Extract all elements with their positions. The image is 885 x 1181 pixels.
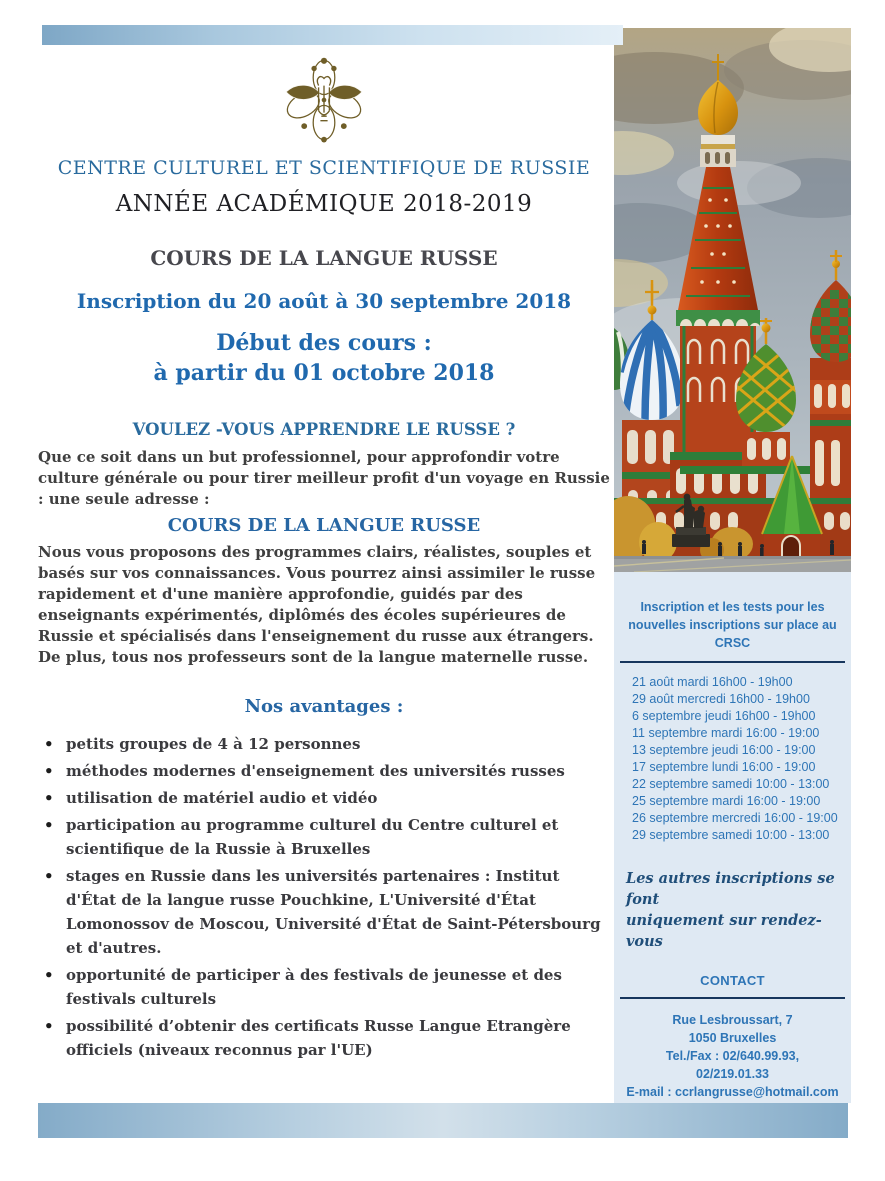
question-heading: VOULEZ -VOUS APPRENDRE LE RUSSE ? (132, 420, 516, 439)
top-accent-bar (42, 25, 623, 45)
schedule-item: 22 septembre samedi 10:00 - 13:00 (632, 777, 830, 791)
st-basils-cathedral-photo (614, 28, 851, 572)
schedule-item: 13 septembre jeudi 16:00 - 19:00 (632, 743, 816, 757)
org-logo (38, 55, 610, 145)
contact-phone-line: Tel./Fax : 02/640.99.93, (665, 1049, 800, 1063)
advantage-item: • stages en Russie dans les universités partenaires : Institut d'État de la langue russe Pouchkine, L'Université d'État Lomonossov de Moscou, Université d'État de Saint-Pétersbourg et d'autres. (38, 864, 610, 960)
schedule-item: 11 septembre mardi 16:00 - 19:00 (632, 726, 820, 740)
sidebar (614, 28, 851, 1103)
academic-year: ANNÉE ACADÉMIQUE 2018-2019 (115, 191, 533, 217)
intro-paragraph: Que ce soit dans un but professionnel, pour approfondir votre culture générale ou pour tirer meilleur profit d'un voyage en Russie : une seule adresse : (38, 448, 610, 508)
appointment-note (626, 868, 839, 952)
schedule-item: 6 septembre jeudi 16h00 - 19h00 (632, 709, 816, 723)
advantages-list (38, 732, 610, 1062)
course-title-2: COURS DE LA LANGUE RUSSE (167, 515, 481, 536)
schedule-item: 21 août mardi 16h00 - 19h00 (632, 675, 793, 689)
course-title: COURS DE LA LANGUE RUSSE (150, 246, 498, 270)
contact-heading: CONTACT (700, 973, 765, 988)
advantages-heading: Nos avantages : (244, 696, 404, 717)
course-start-line2: à partir du 01 octobre 2018 (153, 360, 495, 386)
schedule-item: 29 septembre samedi 10:00 - 13:00 (632, 828, 830, 842)
appointment-note-line2: uniquement sur rendez-vous (626, 912, 822, 950)
appointment-note-line1: Les autres inscriptions se font (626, 870, 835, 908)
advantage-item: • possibilité d’obtenir des certificats Russe Langue Etrangère officiels (niveaux reconnus par l'UE) (38, 1014, 610, 1062)
eagle-emblem-icon (278, 130, 370, 149)
schedule-item: 25 septembre mardi 16:00 - 19:00 (632, 794, 821, 808)
contact-email-line: E-mail : ccrlangrusse@hotmail.com (626, 1085, 839, 1099)
org-name: CENTRE CULTUREL ET SCIENTIFIQUE DE RUSSIE (57, 157, 591, 179)
course-start (38, 328, 610, 388)
advantage-item: • participation au programme culturel du Centre culturel et scientifique de la Russie à Bruxelles (38, 813, 610, 861)
advantage-item: • utilisation de matériel audio et vidéo (38, 786, 610, 810)
schedule-item: 17 septembre lundi 16:00 - 19:00 (632, 760, 816, 774)
main-column (38, 55, 610, 1065)
contact-address-line: Rue Lesbroussart, 7 (672, 1013, 793, 1027)
schedule-item: 29 août mercredi 16h00 - 19h00 (632, 692, 810, 706)
description-paragraph: Nous vous proposons des programmes clairs, réalistes, souples et basés sur vos connaissances. Vous pourrez ainsi assimiler le russe rapidement et d'une manière approfondie, guidés par des enseignants expérimentés, diplômés des écoles supérieures de Russie et spécialisés dans l'enseignement du russe aux étrangers. De plus, tous nos professeurs sont de la langue maternelle russe. (38, 543, 596, 666)
schedule-item: 26 septembre mercredi 16:00 - 19:00 (632, 811, 838, 825)
advantage-item: • opportunité de participer à des festivals de jeunesse et des festivals culturels (38, 963, 610, 1011)
advantage-item: • méthodes modernes d'enseignement des universités russes (38, 759, 610, 783)
inscription-period: Inscription du 20 août à 30 septembre 2018 (76, 289, 572, 313)
course-start-line1: Début des cours : (216, 330, 432, 356)
schedule-list (614, 674, 851, 844)
advantage-item: • petits groupes de 4 à 12 personnes (38, 732, 610, 756)
contact-phone-line2: 02/219.01.33 (696, 1067, 769, 1081)
bottom-accent-bar (38, 1103, 848, 1138)
contact-city-line: 1050 Bruxelles (688, 1031, 777, 1045)
divider (620, 997, 845, 999)
inscription-panel-heading: Inscription et les tests pour les nouvelles inscriptions sur place au CRSC (628, 600, 837, 650)
divider (620, 661, 845, 663)
inscription-panel (614, 572, 851, 1103)
